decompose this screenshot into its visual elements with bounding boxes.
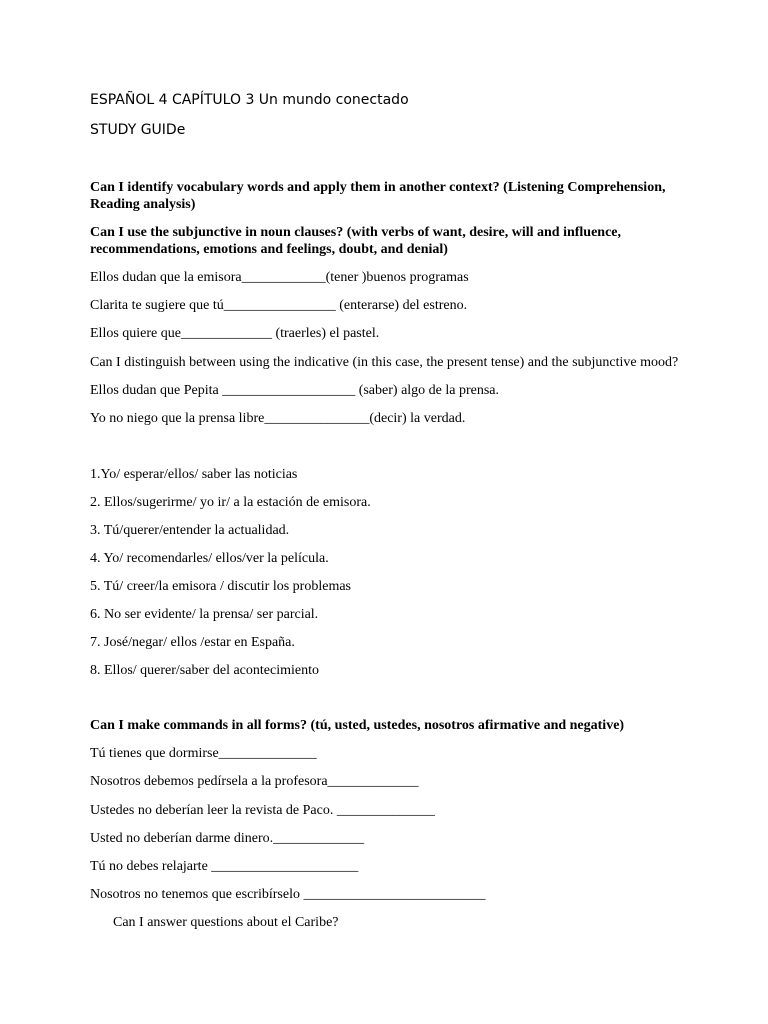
command-exercise: Usted no deberían darme dinero._____________ [90, 831, 365, 846]
question-subjunctive-line1: Can I use the subjunctive in noun clauses? (with verbs of want, desire, will and influence, [90, 225, 622, 240]
question-caribbean: Can I answer questions about el Caribe? [113, 915, 339, 930]
exercise-line: Ellos dudan que Pepita ___________________ (saber) algo de la prensa. [90, 383, 500, 398]
exercise-line: Ellos dudan que la emisora____________(tener )buenos programas [90, 270, 469, 285]
question-indicative: Can I distinguish between using the indicative (in this case, the present tense) and the subjunctive mood? [90, 355, 679, 370]
sentence-prompt: 1.Yo/ esperar/ellos/ saber las noticias [90, 467, 298, 482]
exercise-line: Clarita te sugiere que tú________________ (enterarse) del estreno. [90, 298, 468, 313]
document-title: ESPAÑOL 4 CAPÍTULO 3 Un mundo conectado [90, 92, 409, 108]
question-subjunctive-line2: recommendations, emotions and feelings, doubt, and denial) [90, 242, 448, 257]
exercise-line: Yo no niego que la prensa libre_______________(decir) la verdad. [90, 411, 466, 426]
command-exercise: Tú tienes que dormirse______________ [90, 746, 317, 761]
question-vocabulary-line2: Reading analysis) [90, 197, 196, 212]
sentence-prompt: 3. Tú/querer/entender la actualidad. [90, 523, 290, 538]
exercise-line: Ellos quiere que_____________ (traerles) el pastel. [90, 326, 380, 341]
question-commands: Can I make commands in all forms? (tú, usted, ustedes, nosotros afirmative and negative) [90, 718, 625, 733]
sentence-prompt: 4. Yo/ recomendarles/ ellos/ver la película. [90, 551, 329, 566]
sentence-prompt: 7. José/negar/ ellos /estar en España. [90, 635, 295, 650]
sentence-prompt: 6. No ser evidente/ la prensa/ ser parcial. [90, 607, 319, 622]
command-exercise: Tú no debes relajarte _____________________ [90, 859, 359, 874]
sentence-prompt: 8. Ellos/ querer/saber del acontecimiento [90, 663, 319, 678]
command-exercise: Nosotros debemos pedírsela a la profesora_____________ [90, 774, 419, 789]
document-subtitle: STUDY GUIDe [90, 122, 186, 138]
command-exercise: Nosotros no tenemos que escribírselo __________________________ [90, 887, 486, 902]
command-exercise: Ustedes no deberían leer la revista de Paco. ______________ [90, 803, 435, 818]
question-vocabulary-line1: Can I identify vocabulary words and apply them in another context? (Listening Comprehension, [90, 180, 666, 195]
sentence-prompt: 2. Ellos/sugerirme/ yo ir/ a la estación de emisora. [90, 495, 371, 510]
sentence-prompt: 5. Tú/ creer/la emisora / discutir los problemas [90, 579, 352, 594]
